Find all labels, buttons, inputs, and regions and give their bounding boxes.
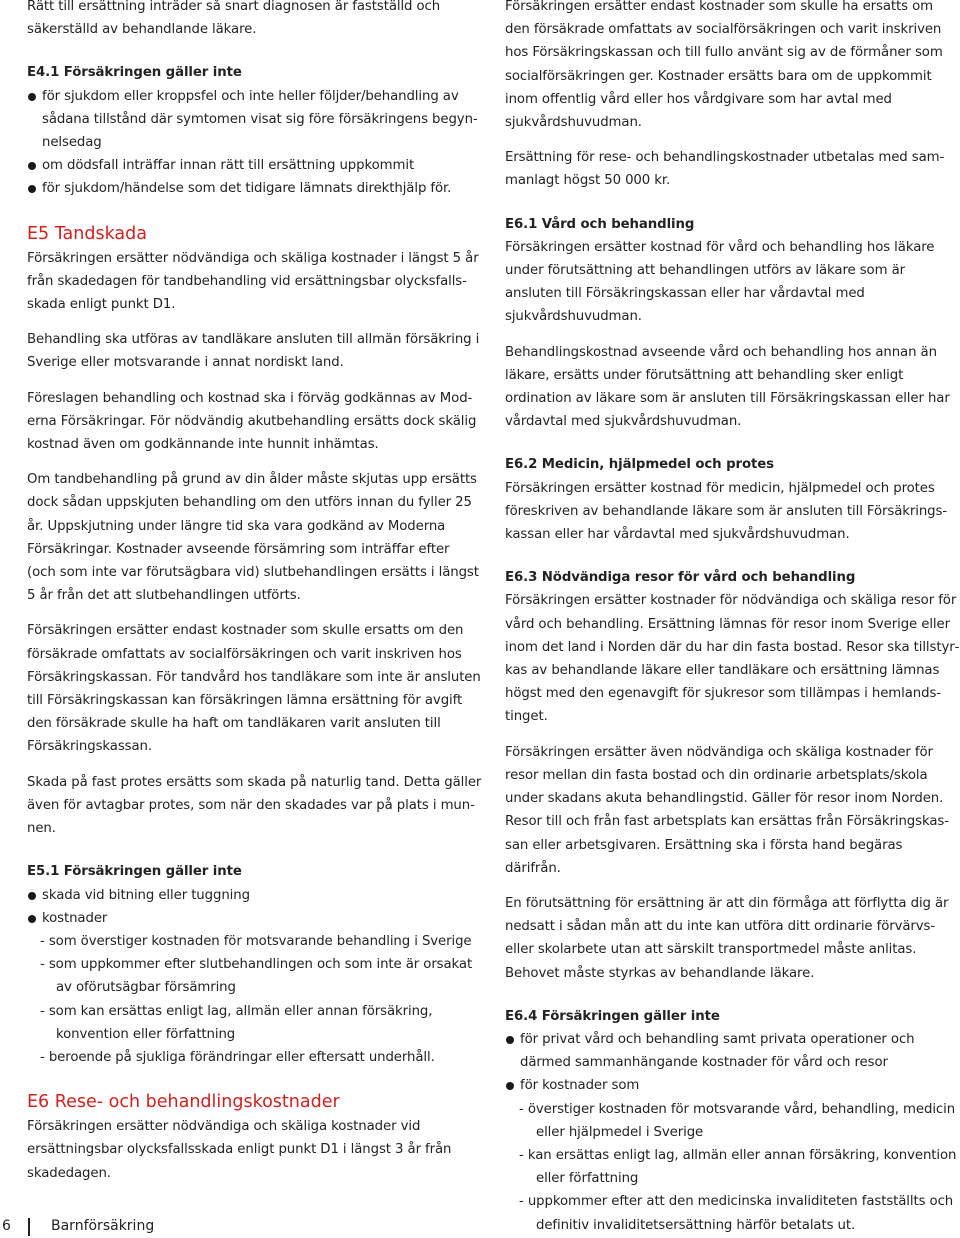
bullet-dot-icon	[28, 185, 36, 193]
section-heading: E6.3 Nödvändiga resor för vård och behandling	[505, 570, 856, 586]
section-e6-1	[505, 213, 960, 434]
paragraph: Försäkringen ersätter endast kostnader som skulle ersatts om den försäkrade omfattats av socialförsäkringen och varit inskriven hos Försäkringskassan. För tandvård hos tandläkare som inte är ansluten till Försäkringskassan kan försäkringen lämna ersättning för avgift den försäkrade skulle ha haft om tandläkaren varit ansluten till Försäkringskassan.	[27, 623, 481, 755]
paragraph: Ersättning för rese- och behandlingskostnader utbetalas med sammanlagt högst 50 000 kr.	[505, 150, 945, 189]
list-item-text: för privat vård och behandling samt privata operationer och därmed sammanhängande kostnader för vård och resor	[520, 1031, 915, 1071]
footer-title: Barnförsäkring	[51, 1218, 155, 1234]
list-item	[505, 1074, 960, 1097]
page-footer	[0, 1216, 300, 1238]
list-item-text: skada vid bitning eller tuggning	[42, 887, 250, 903]
section-e5-1	[27, 860, 482, 1069]
sub-list-item: - beroende på sjukliga förändringar eller eftersatt underhåll.	[40, 1049, 435, 1065]
paragraph: Försäkringen ersätter nödvändiga och skäliga kostnader i längst 5 år från skadedagen för tandbehandling vid ersättningsbar olycksfallsskada enligt punkt D1.	[27, 250, 479, 313]
paragraph: Försäkringen ersätter kostnad för medicin, hjälpmedel och protes föreskriven av behandlande läkare som är ansluten till Försäkringskassan eller har vårdavtal med sjukvårdshuvudman.	[505, 480, 948, 543]
paragraph: Försäkringen ersätter nödvändiga och skäliga kostnader vid ersättningsbar olycksfallsskada enligt punkt D1 i längst 3 år från skadedagen.	[27, 1119, 452, 1181]
section-title: E5 Tandskada	[27, 223, 147, 244]
sub-list-item: - som kan ersättas enligt lag, allmän eller annan försäkring, konvention eller författning	[40, 1003, 433, 1042]
sub-list-item: - kan ersättas enligt lag, allmän eller annan försäkring, konvention eller författning	[519, 1147, 957, 1187]
section-e5	[27, 221, 482, 841]
list-item	[27, 154, 482, 177]
paragraph: Om tandbehandling på grund av din ålder måste skjutas upp ersätts dock sådan uppskjuten behandling om den utförs innan du fyller 25 år. Uppskjutning under längre tid ska vara godkänd av Moderna Försäkringar. Kostnader avseende försämring som inträffar efter (och som inte var förutsägbara vid) slutbehandlingen ersätts i längst 5 år från det att slutbehandlingen utförts.	[27, 472, 479, 604]
paragraph: En förutsättning för ersättning är att din förmåga att förflytta dig är nedsatt i sådan mån att du inte kan utföra ditt ordinarie förvärvs- eller skolarbete utan att särskilt transportmedel måste anlitas. Behovet måste styrkas av behandlande läkare.	[505, 895, 949, 981]
bullet-dot-icon	[506, 1036, 514, 1044]
right-column	[505, 0, 960, 1237]
list-item-text: för sjukdom/händelse som det tidigare lämnats direkthjälp för.	[42, 181, 452, 197]
list-item-text: om dödsfall inträffar innan rätt till ersättning uppkommit	[42, 158, 415, 174]
section-heading: E6.2 Medicin, hjälpmedel och protes	[505, 457, 774, 473]
bullet-dot-icon	[28, 162, 36, 170]
section-title: E6 Rese- och behandlingskostnader	[27, 1092, 340, 1113]
section-e6	[27, 1089, 482, 1185]
bullet-dot-icon	[28, 892, 36, 900]
paragraph: Behandling ska utföras av tandläkare ansluten till allmän försäkring i Sverige eller motsvarande i annat nordiskt land.	[27, 332, 480, 371]
list-item	[27, 177, 482, 200]
bullet-dot-icon	[28, 915, 36, 923]
paragraph: Föreslagen behandling och kostnad ska i förväg godkännas av Moderna Försäkringar. För nödvändig akutbehandling ersätts dock skälig kostnad även om godkännande inte hunnit inhämtas.	[27, 390, 477, 453]
sub-list-item: - som överstiger kostnaden för motsvarande behandling i Sverige	[40, 933, 472, 949]
list-item-text: för sjukdom eller kroppsfel och inte heller följder/behandling av sådana tillstånd där symtomen visat sig före försäkringens begynnelsedag	[42, 88, 478, 151]
bullet-dot-icon	[506, 1082, 514, 1090]
section-heading: E4.1 Försäkringen gäller inte	[27, 65, 242, 81]
paragraph: Försäkringen ersätter kostnader för nödvändiga och skäliga resor för vård och behandling. Ersättning lämnas för resor inom Sverige eller inom det land i Norden där du har din fasta bostad. Resor ska tillstyrkas av behandlande läkare eller tandläkare och ersättning lämnas högst med den egenavgift för sjukresor som tillämpas i hemlandstinget.	[505, 593, 960, 725]
section-heading: E6.4 Försäkringen gäller inte	[505, 1008, 720, 1024]
bullet-dot-icon	[28, 93, 36, 101]
paragraph: Försäkringen ersätter även nödvändiga och skäliga kostnader för resor mellan din fasta bostad och din ordinarie arbetsplats/skola under skadans akuta behandlingstid. Gäller för resor inom Norden. Resor till och från fast arbetsplats kan ersättas från Försäkringskassan eller arbetsgivaren. Ersättning ska i första hand begäras därifrån.	[505, 744, 950, 876]
section-e6-2	[505, 453, 960, 546]
list-item	[505, 1028, 960, 1074]
section-heading: E6.1 Vård och behandling	[505, 216, 695, 232]
sub-list-item: - uppkommer efter att den medicinska invaliditeten fastställts och definitiv invaliditetsersättning härför betalats ut.	[519, 1194, 954, 1233]
paragraph: Behandlingskostnad avseende vård och behandling hos annan än läkare, ersätts under förutsättning att behandling sker enligt ordination av läkare som är ansluten till Försäkringskassan eller har vårdavtal med sjukvårdshuvudman.	[505, 344, 950, 430]
footer-divider	[28, 1218, 30, 1236]
section-heading: E5.1 Försäkringen gäller inte	[27, 864, 242, 880]
paragraph: Försäkringen ersätter kostnad för vård och behandling hos läkare under förutsättning att behandlingen utförs av läkare som är ansluten till Försäkringskassan eller har vårdavtal med sjukvårdshuvudman.	[505, 239, 935, 325]
list-item	[27, 907, 482, 930]
paragraph: Skada på fast protes ersätts som skada på naturlig tand. Detta gäller även för avtagbar protes, som när den skadades var på plats i munnen.	[27, 774, 482, 837]
list-item-text: för kostnader som	[520, 1078, 640, 1094]
paragraph: Försäkringen ersätter endast kostnader som skulle ha ersatts om den försäkrade omfattats av socialförsäkringen och varit inskriven hos Försäkringskassan och till fullo använt sig av de förmåner som socialförsäkringen ger. Kostnader ersätts bara om de uppkommit inom offentlig vård eller hos vårdgivare som har avtal med sjukvårdshuvudman.	[505, 0, 943, 131]
list-item-text: kostnader	[42, 910, 108, 926]
list-item	[27, 85, 482, 155]
section-e6-3	[505, 566, 960, 984]
page-number: 6	[2, 1218, 11, 1234]
sub-list-item: - som uppkommer efter slutbehandlingen och som inte är orsakat av oförutsägbar försämring	[40, 957, 473, 996]
left-column	[27, 0, 482, 1185]
sub-list-item: - överstiger kostnaden för motsvarande vård, behandling, medicin eller hjälpmedel i Sverige	[519, 1101, 956, 1140]
section-e4-1	[27, 61, 482, 200]
intro-paragraph: Rätt till ersättning inträder så snart diagnosen är fastställd och säkerställd av behandlande läkare.	[27, 0, 441, 38]
section-e6-4	[505, 1005, 960, 1237]
list-item	[27, 884, 482, 907]
